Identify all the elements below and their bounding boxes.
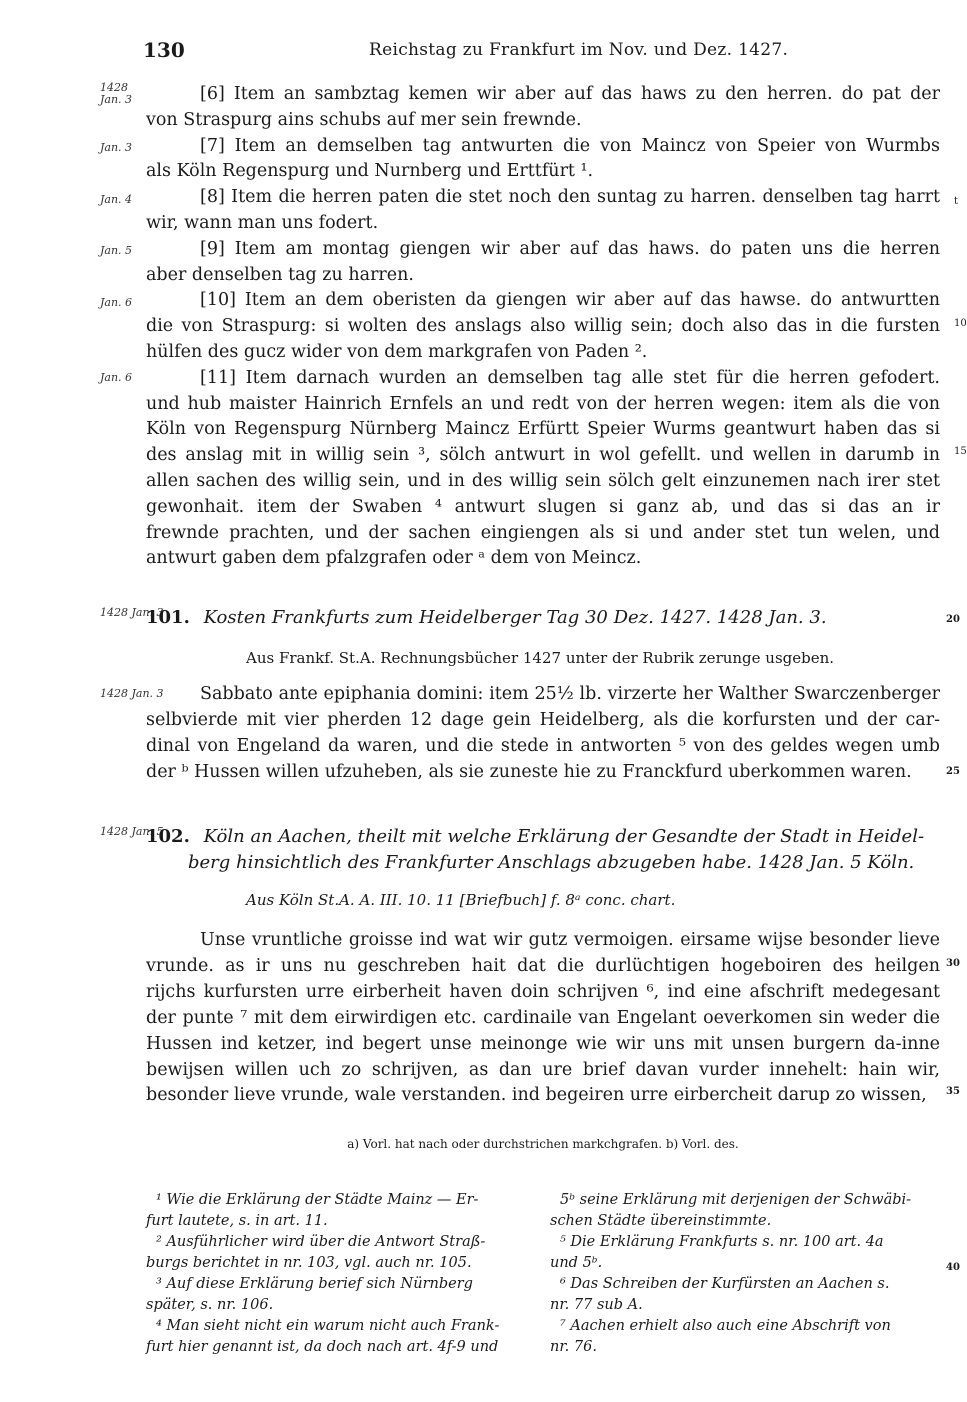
doc-102-source: Aus Köln St.A. A. III. 10. 11 [Briefbuch] f. 8ᵃ conc. chart.	[246, 891, 676, 909]
entry-100-line: Köln von Regenspurg Nürnberg Maincz Erfürtt Speier Wurms geantwurt haben das si	[146, 419, 940, 440]
doc-102-line: Hussen ind ketzer, ind begert unse meinonge wie wir uns mit unsen burgern da-inne	[146, 1033, 940, 1054]
doc-102-margin-date: 1428 Jan. 5	[100, 825, 164, 838]
doc-102-line: der punte ⁷ mit dem eirwirdigen etc. cardinaile van Engelant oeverkomen sin weder die	[146, 1007, 940, 1028]
line-number-35: 35	[946, 1086, 960, 1097]
footnote-line: furt lautete, s. in art. 11.	[146, 1213, 328, 1229]
entry-100-line: gewonhait. item der Swaben ⁴ antwurt slugen si ganz ab, und das si das an ir	[146, 496, 940, 517]
footnote-line: schen Städte übereinstimmte.	[550, 1213, 772, 1229]
footnote-line: furt hier genannt ist, da doch nach art. 4f-9 und	[146, 1339, 499, 1355]
entry-100-line: [9] Item am montag giengen wir aber auf das haws. do paten uns die herren	[200, 238, 940, 259]
margin-date-note: Jan. 6	[100, 296, 133, 309]
edge-fragment: 10	[954, 318, 967, 329]
entry-100-line: hülfen des gucz wider von dem markgrafen von Paden ².	[146, 342, 648, 362]
entry-100-line: allen sachen des willig sein, und in des willig sein sölch gelt einzunemen nach irer stet	[146, 471, 940, 491]
doc-101-margin-date: 1428 Jan. 3	[100, 606, 164, 619]
doc-101-line: selbvierde mit vier pherden 12 dage gein Heidelberg, als die korfursten und der car-	[146, 710, 940, 730]
entry-100-line: als Köln Regenspurg und Nurnberg und Erttfürt ¹.	[146, 161, 594, 182]
entry-100-line: antwurt gaben dem pfalzgrafen oder ᵃ dem von Meincz.	[146, 548, 642, 569]
doc-102-title-line2: berg hinsichtlich des Frankfurter Anschlags abzugeben habe. 1428 Jan. 5 Köln.	[188, 852, 915, 873]
footnote-line: ² Ausführlicher wird über die Antwort Straß-	[156, 1234, 486, 1250]
doc-102-line: besonder lieve vrunde, wale verstanden. ind begeiren urre eirbercheit darup zo wissen,	[146, 1085, 927, 1106]
doc-101-line: der ᵇ Hussen willen ufzuheben, als sie zuneste hie zu Franckfurd uberkommen waren.	[146, 762, 912, 782]
entry-100-line: von Straspurg ains schubs auf mer sein frewnde.	[146, 109, 582, 130]
line-number-25: 25	[946, 766, 960, 777]
right-footnote	[550, 1274, 940, 1316]
doc-102-line: Unse vruntliche groisse ind wat wir gutz vermoigen. eirsame wijse besonder lieve	[200, 930, 940, 950]
footnote-line: nr. 76.	[550, 1339, 597, 1355]
margin-date-note: 1428 Jan. 3	[100, 81, 133, 106]
footnote-line: burgs berichtet in nr. 103, vgl. auch nr. 105.	[146, 1255, 472, 1271]
right-footnote	[550, 1316, 940, 1358]
entry-100-line: des anslag mit in willig sein ³, sölch antwurt in wol gefellt. und wellen in darumb in	[146, 445, 940, 466]
footnote-line: ⁶ Das Schreiben der Kurfürsten an Aachen s.	[560, 1276, 890, 1292]
running-title: Reichstag zu Frankfurt im Nov. und Dez. 1427.	[369, 40, 789, 60]
entry-100-line: [8] Item die herren paten die stet noch den suntag zu harren. denselben tag harrt	[200, 187, 940, 208]
doc-101-number: 101.	[146, 607, 190, 628]
left-footnote	[146, 1232, 536, 1274]
entry-100-line: [10] Item an dem oberisten da giengen wir aber auf das hawse. do antwurtten	[200, 290, 940, 311]
left-footnote	[146, 1190, 536, 1232]
footnote-line: ³ Auf diese Erklärung berief sich Nürnberg	[156, 1276, 473, 1292]
footnotes-left-column	[146, 1190, 536, 1358]
doc-101-line: Sabbato ante epiphania domini: item 25½ lb. virzerte her Walther Swarczenberger	[200, 684, 940, 704]
line-number-20: 20	[946, 614, 960, 625]
doc-102-line: rijchs kurfursten urre eirberheit haven doin schrijven ⁶, ind eine afschrift medegesant	[146, 981, 940, 1002]
doc-102-heading	[146, 824, 940, 850]
edge-fragment: 15	[954, 446, 967, 457]
line-number-40: 40	[946, 1262, 960, 1273]
entry-100-line: und hub maister Hainrich Ernfels an und redt von der herren wegen: item als die von	[146, 393, 940, 414]
entry-100-line: [6] Item an sambztag kemen wir aber auf das haws zu den herren. do pat der	[200, 84, 940, 104]
doc-101-line: dinal von Engeland da waren, und die stede in antworten ⁵ von des geldes wegen umb	[146, 736, 940, 756]
textual-apparatus: a) Vorl. hat nach oder durchstrichen markchgrafen. b) Vorl. des.	[347, 1137, 739, 1151]
right-footnote	[550, 1190, 940, 1232]
margin-date-note: Jan. 3	[100, 141, 133, 154]
footnote-line: nr. 77 sub A.	[550, 1297, 643, 1313]
entry-100-line: wir, wann man uns fodert.	[146, 213, 379, 233]
doc-102-title-line1: Köln an Aachen, theilt mit welche Erklärung der Gesandte der Stadt in Heidel-	[203, 826, 925, 847]
footnote-line: ⁵ Die Erklärung Frankfurts s. nr. 100 art. 4a	[560, 1234, 884, 1250]
entry-100-line: [7] Item an demselben tag antwurten die von Maincz von Speier von Wurmbs	[200, 135, 940, 156]
footnote-line: ⁴ Man sieht nicht ein warum nicht auch Frank-	[156, 1318, 500, 1334]
page-header	[143, 38, 940, 68]
line-number-30: 30	[946, 958, 960, 969]
page-number: 130	[143, 38, 185, 62]
margin-date-note: Jan. 5	[100, 244, 133, 257]
entry-100-line: aber denselben tag zu harren.	[146, 264, 414, 285]
left-footnote	[146, 1274, 536, 1316]
footnote-line: und 5ᵇ.	[550, 1255, 603, 1271]
doc-102-number: 102.	[146, 826, 190, 847]
doc-102-heading-cont	[188, 850, 940, 876]
entry-100-line: frewnde prachten, und der sachen eingiengen als si und ander stet tun welen, und	[146, 522, 940, 543]
footnote-line: 5ᵇ seine Erklärung mit derjenigen der Schwäbi-	[560, 1192, 912, 1208]
entry-100-line: die von Straspurg: si wolten des anslags also willig sein; doch also das in die fursten	[146, 316, 940, 337]
footnote-line: ⁷ Aachen erhielt also auch eine Abschrift von	[560, 1318, 891, 1334]
doc-101-source: Aus Frankf. St.A. Rechnungsbücher 1427 unter der Rubrik zerunge usgeben.	[246, 649, 835, 667]
doc-101-title: Kosten Frankfurts zum Heidelberger Tag 30 Dez. 1427. 1428 Jan. 3.	[203, 607, 827, 628]
edge-fragment: t	[954, 196, 959, 207]
left-footnote	[146, 1316, 536, 1358]
entry-100-line: [11] Item darnach wurden an demselben tag alle stet für die herren gefodert.	[200, 367, 940, 388]
right-footnote	[550, 1232, 940, 1274]
footnote-line: später, s. nr. 106.	[146, 1297, 274, 1313]
doc-102-line: bewijsen willen uch zo schrijven, as dan ure brief davan vurder innehelt: hain wir,	[146, 1059, 940, 1080]
margin-date-note: Jan. 6	[100, 371, 133, 384]
doc-101-heading	[146, 605, 940, 631]
footnotes-right-column	[550, 1190, 940, 1358]
doc-101-text-margin-date: 1428 Jan. 3	[100, 687, 164, 700]
footnote-line: ¹ Wie die Erklärung der Städte Mainz — Er-	[156, 1192, 479, 1208]
margin-date-note: Jan. 4	[100, 193, 133, 206]
doc-102-line: vrunde. as ir uns nu geschreben hait dat die durlüchtigen hogeboiren des heilgen	[146, 955, 940, 976]
